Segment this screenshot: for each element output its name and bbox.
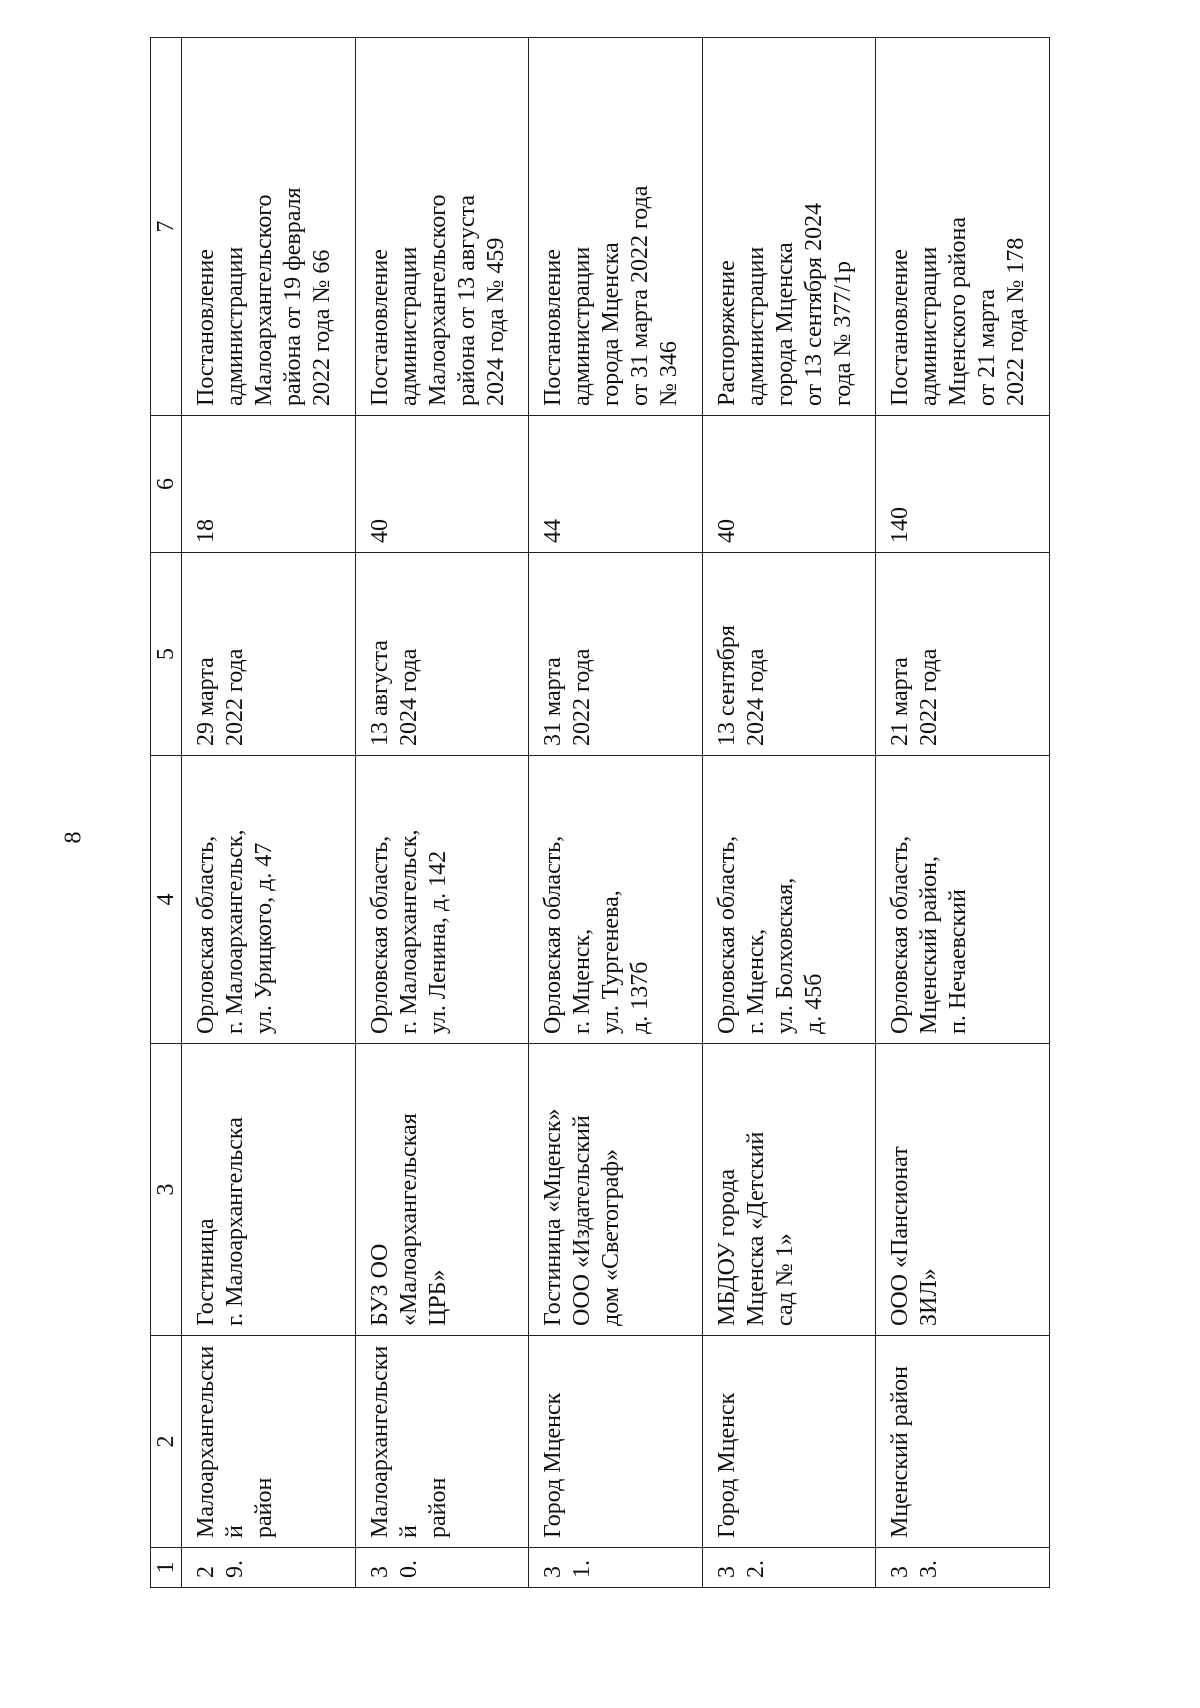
date-cell: 29 марта 2022 года [182, 553, 356, 756]
table-row [355, 38, 529, 1588]
column-header: 3 [151, 1044, 182, 1336]
table-row [876, 38, 1050, 1588]
address-cell: Орловская область, г. Малоархангельск, ул. Ленина, д. 142 [355, 756, 529, 1044]
document-cell: Постановление администрации города Мценска от 31 марта 2022 года № 346 [529, 38, 703, 416]
capacity-cell: 40 [355, 416, 529, 553]
address-cell: Орловская область, г. Мценск, ул. Болховская, д. 45б [702, 756, 876, 1044]
date-cell: 21 марта 2022 года [876, 553, 1050, 756]
address-cell: Орловская область, г. Малоархангельск, ул. Урицкого, д. 47 [182, 756, 356, 1044]
capacity-cell: 140 [876, 416, 1050, 553]
table-row [702, 38, 876, 1588]
address-cell: Орловская область, Мценский район, п. Нечаевский [876, 756, 1050, 1044]
district-cell: Малоархангельский район [182, 1336, 356, 1548]
capacity-cell: 44 [529, 416, 703, 553]
capacity-cell: 40 [702, 416, 876, 553]
rotated-table-container [150, 38, 1050, 1588]
data-table [150, 37, 1050, 1588]
column-header: 1 [151, 1548, 182, 1588]
row-number: 29. [182, 1548, 356, 1588]
district-cell: Малоархангельский район [355, 1336, 529, 1548]
row-number: 30. [355, 1548, 529, 1588]
document-cell: Постановление администрации Малоархангельского района от 19 февраля 2022 года № 66 [182, 38, 356, 416]
district-cell: Город Мценск [702, 1336, 876, 1548]
table-row [529, 38, 703, 1588]
document-cell: Распоряжение администрации города Мценска от 13 сентября 2024 года № 377/1р [702, 38, 876, 416]
table-header-row [151, 38, 182, 1588]
column-header: 7 [151, 38, 182, 416]
column-header: 4 [151, 756, 182, 1044]
institution-cell: МБДОУ города Мценска «Детский сад № 1» [702, 1044, 876, 1336]
date-cell: 31 марта 2022 года [529, 553, 703, 756]
district-cell: Город Мценск [529, 1336, 703, 1548]
institution-cell: ООО «Пансионат ЗИЛ» [876, 1044, 1050, 1336]
column-header: 5 [151, 553, 182, 756]
document-cell: Постановление администрации Малоархангельского района от 13 августа 2024 года № 459 [355, 38, 529, 416]
date-cell: 13 августа 2024 года [355, 553, 529, 756]
column-header: 2 [151, 1336, 182, 1548]
row-number: 32. [702, 1548, 876, 1588]
row-number: 31. [529, 1548, 703, 1588]
district-cell: Мценский район [876, 1336, 1050, 1548]
capacity-cell: 18 [182, 416, 356, 553]
table-row [182, 38, 356, 1588]
row-number: 33. [876, 1548, 1050, 1588]
address-cell: Орловская область, г. Мценск, ул. Тургенева, д. 137б [529, 756, 703, 1044]
institution-cell: БУЗ ОО «Малоархангельская ЦРБ» [355, 1044, 529, 1336]
document-cell: Постановление администрации Мценского района от 21 марта 2022 года № 178 [876, 38, 1050, 416]
page-number: 8 [60, 831, 87, 844]
column-header: 6 [151, 416, 182, 553]
institution-cell: Гостиница «Мценск» ООО «Издательский дом «Светограф» [529, 1044, 703, 1336]
institution-cell: Гостиница г. Малоархангельска [182, 1044, 356, 1336]
date-cell: 13 сентября 2024 года [702, 553, 876, 756]
